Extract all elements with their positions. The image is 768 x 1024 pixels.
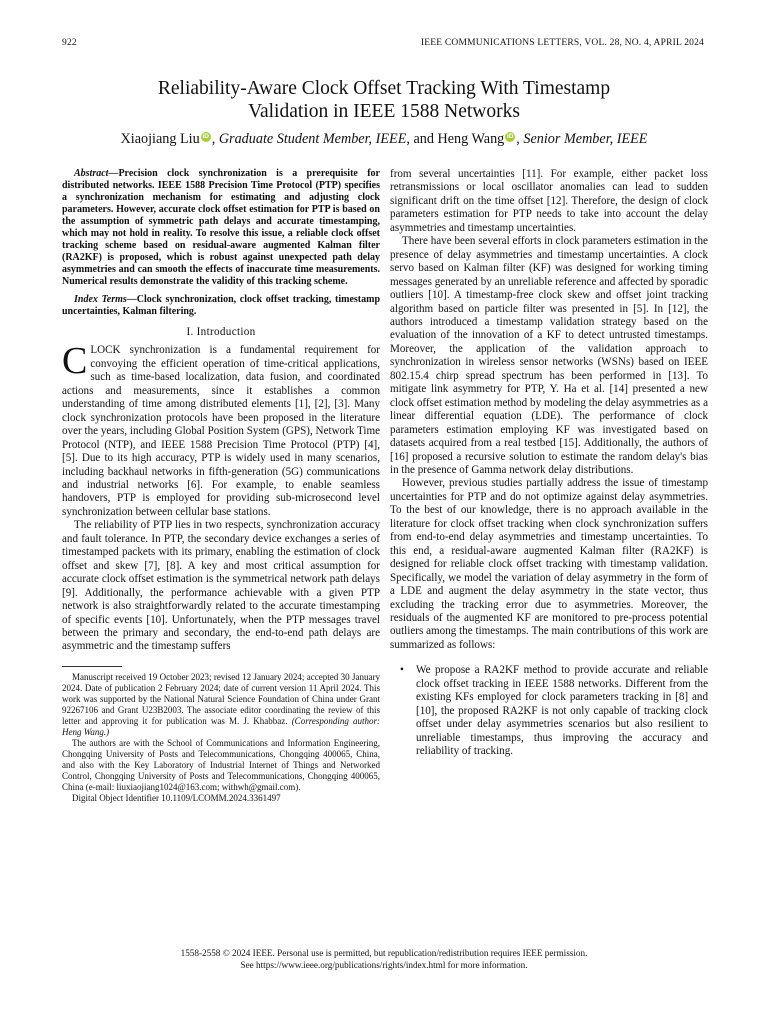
paper-title <box>0 77 768 123</box>
contributions-list <box>390 664 708 758</box>
intro-paragraph-1-text: LOCK synchronization is a fundamental requirement for convoying the efficient operation of time-critical applications, such as time-based localization, data fusion, and coordinated actions and measurements, since it establishes a common understanding of time among distributed elements [1], [2], [3]. Many clock synchronization protocols have been proposed in the literature over the years, including Global Position System (GPS), Network Time Protocol (NTP), and IEEE 1588 Precision Time Protocol (PTP) [4], [5]. Due to its high accuracy, PTP is widely used in many scenarios, including backhaul networks in fifth-generation (5G) communications and industrial networks [6]. For example, to enable seamless handovers, PTP is employed for providing sub-microsecond level synchronization between cellular base stations. <box>62 344 380 518</box>
orcid-icon[interactable]: iD <box>202 133 209 140</box>
index-terms: Index Terms—Clock synchronization, clock offset tracking, timestamp uncertainties, Kalman filtering. <box>62 294 381 317</box>
page-number: 922 <box>62 38 77 48</box>
paper-title-line-2: Validation in IEEE 1588 Networks <box>248 101 520 122</box>
footnote-corresponding: (Corresponding author: Heng Wang.) <box>62 715 381 737</box>
right-paragraph-1: from several uncertainties [11]. For example, either packet loss retransmissions or local oscillator anomalies can lead to sudden significant drift on the time offset [12]. Therefore, the design of clock parameters estimation for PTP needs to take into account the delay asymmetries and timestamp uncertainties. <box>390 168 708 234</box>
list-item <box>390 664 708 758</box>
abstract-label: Abstract <box>74 168 109 179</box>
author-conjunction: , and <box>406 131 438 147</box>
footnote-manuscript <box>62 672 380 738</box>
author-1-role: Graduate Student Member, IEEE <box>218 131 407 147</box>
paper-title-line-1: Reliability-Aware Clock Offset Tracking With Timestamp <box>157 78 611 99</box>
footnote-manuscript-text: Manuscript received 19 October 2023; revised 12 January 2024; accepted 30 January 2024. Date of publication 2 February 2024; date of current version 11 April 2024. This work was supported by the National Natural Science Foundation of China under Grant 92267106 and Grant U23B2003. The associate editor coordinating the review of this letter and approving it for publication was M. J. Khabbaz. <box>62 671 380 726</box>
author-1-name: Xiaojiang Liu <box>120 131 200 147</box>
footnote-affiliation: The authors are with the School of Communications and Information Engineering, Chongqing University of Posts and Telecommunications, Chongqing 400065, China, and also with the Key Laboratory of Industrial Internet of Things and Networked Control, Chongqing University of Posts and Telecommunications, Chongqing 400065, China (e-mail: liuxiaojiang1024@163.com; withwh@gmail.com). <box>62 737 380 792</box>
footnote-doi[interactable]: Digital Object Identifier 10.1109/LCOMM.2024.3361497 <box>72 792 281 803</box>
right-paragraph-3: However, previous studies partially address the issue of timestamp uncertainties for PTP and do not optimize against delay asymmetries. To the best of our knowledge, there is no approach available in the literature for clock offset tracking when clock synchronization suffers from end-to-end delay asymmetries and timestamp uncertainties. To this end, a residual-aware augmented Kalman filter (RA2KF) is designed for reliable clock offset tracking with timestamp validation. Specifically, we model the variation of delay asymmetry in the form of a LDE and augment the delay asymmetry in the state vector, thus excluding the tracking error due to asymmetries. Moreover, the residuals of the augmented KF are monitored to pre-process potential outliers among the timestamps. The main contributions of this work are summarized as follows: <box>390 477 708 651</box>
journal-header: IEEE COMMUNICATIONS LETTERS, VOL. 28, NO. 4, APRIL 2024 <box>420 38 704 48</box>
copyright-line: 1558-2558 © 2024 IEEE. Personal use is permitted, but republication/redistribution requires IEEE permission. <box>180 948 588 958</box>
intro-paragraph-2: The reliability of PTP lies in two respects, synchronization accuracy and fault tolerance. In PTP, the secondary device exchanges a series of timestamped packets with its primary, enabling the estimation of clock offset and skew [7], [8]. A key and most critical assumption for accurate clock offset estimation is the symmetrical network path delays [9]. Additionally, the performance achievable with a given PTP network is also straightforwardly related to the accurate timestamping of specific events [10]. Unfortunately, when the PTP messages travel between the primary and secondary, the end-to-end path delays are asymmetric and the timestamp suffers <box>62 519 380 653</box>
abstract: Abstract—Precision clock synchronization is a prerequisite for distributed networks. IEEE 1588 Precision Time Protocol (PTP) specifies a synchronization mechanism for estimating and adjusting clock parameters. However, accurate clock offset estimation for PTP is based on the assumption of symmetric path delays and accurate timestamping, which may not hold in reality. To resolve this issue, a reliable clock offset tracking scheme based on residual-aware augmented Kalman filter (RA2KF) is proposed, which is robust against unexpected path delay asymmetries and can smooth the effects of inaccurate time measurements. Numerical results demonstrate the validity of this tracking scheme. <box>62 168 380 287</box>
index-terms-label: Index Terms <box>74 294 127 305</box>
abstract-text: Precision clock synchronization is a prerequisite for distributed networks. IEEE 1588 Precision Time Protocol (PTP) specifies a synchronization mechanism for estimating and adjusting clock parameters. However, accurate clock offset estimation for PTP is based on the assumption of symmetric path delays and accurate timestamping, which may not hold in reality. To resolve this issue, a reliable clock offset tracking scheme based on residual-aware augmented Kalman filter (RA2KF) is proposed, which is robust against unexpected path delay asymmetries and can smooth the effects of inaccurate time measurements. Numerical results demonstrate the validity of this tracking scheme. <box>62 168 380 287</box>
bullet-icon: • <box>400 664 404 677</box>
drop-cap: C <box>62 340 88 383</box>
copyright-footer <box>0 947 768 971</box>
index-terms-text: Clock synchronization, clock offset tracking, timestamp uncertainties, Kalman filtering. <box>62 294 381 317</box>
author-line: Xiaojiang Liu iD , Graduate Student Member, IEEE, and Heng Wang iD , Senior Member, IEEE <box>120 131 648 147</box>
intro-paragraph-1 <box>62 340 380 519</box>
right-column <box>390 168 708 758</box>
rights-link[interactable]: See https://www.ieee.org/publications/rights/index.html for more information. <box>240 960 528 970</box>
author-2-name: Heng Wang <box>437 131 505 147</box>
list-item-text: We propose a RA2KF method to provide accurate and reliable clock offset tracking in IEEE 1588 networks. Different from the existing KFs employed for clock parameters tracking in [8] and [10], the proposed RA2KF is not only capable of tracking clock offset under delay asymmetries scenarios but also resilient to unreliable timestamps, thus improving the accuracy and reliability of tracking. <box>416 664 708 758</box>
author-2-role: Senior Member, IEEE <box>523 131 648 147</box>
orcid-icon[interactable]: iD <box>507 133 514 140</box>
right-paragraph-2: There have been several efforts in clock parameters estimation in the presence of delay asymmetries and timestamp uncertainties. A clock servo based on Kalman filter (KF) was designed for working timing messages generated by an unreliable reference and affected by sporadic outliers [10]. A timestamp-free clock skew and offset joint tracking algorithm based on particle filter was presented in [5]. In [12], the authors introduced a timestamp validation strategy based on the evaluation of the innovation of a KF to detect untrusted timestamps. Moreover, the application of the validation approach to synchronization in wireless sensor networks (WSNs) based on IEEE 802.15.4 chirp spread spectrum has been performed in [13]. To mitigate link asymmetry for PTP, Y. Ha et al. [14] presented a new clock offset estimation method by modeling the delay asymmetries as a linear differential equation (LDE). The performance of clock parameters estimation employing KF was investigated based on datasets acquired from a real testbed [15]. Additionally, the authors of [16] proposed a recursive solution to estimate the random delay's bias in the presence of Gamma network delay distributions. <box>390 235 708 476</box>
left-column <box>62 168 380 804</box>
section-heading: I. Introduction <box>186 326 256 338</box>
footnote-divider <box>62 666 122 667</box>
